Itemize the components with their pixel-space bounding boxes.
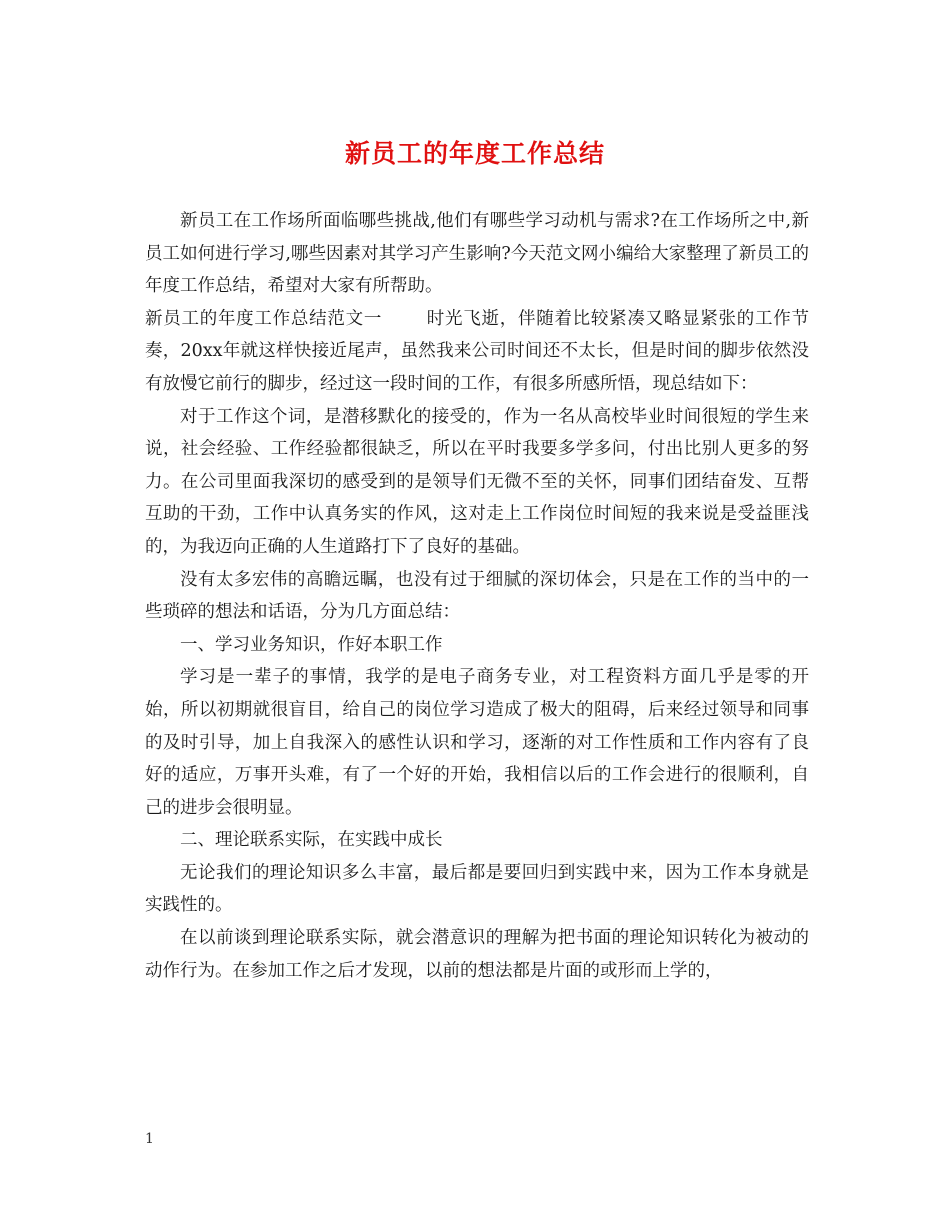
document-title: 新员工的年度工作总结: [344, 139, 605, 168]
paragraph-learning: 学习是一辈子的事情，我学的是电子商务专业，对工程资料方面几乎是零的开始，所以初期就很盲目，给自己的岗位学习造成了极大的阻碍，后来经过领导和同事的及时引导，加上自我深入的感性认识和学习，逐渐的对工作性质和工作内容有了良好的适应，万事开头难，有了一个好的开始，我相信以后的工作会进行的很顺利，自己的进步会很明显。: [145, 667, 809, 818]
sample-opening-text: 时光飞逝，伴随着比较紧凑又略显紧张的工作节奏，20xx年就这样快接近尾声，虽然我来公司时间还不太长，但是时间的脚步依然没有放慢它前行的脚步，经过这一段时间的工作，有很多所感所悟，现总结如下：: [145, 308, 810, 394]
page-number: 1: [145, 1131, 154, 1147]
section-heading-2: 二、理论联系实际，在实践中成长: [180, 830, 443, 851]
section-heading-1: 一、学习业务知识，作好本职工作: [180, 634, 443, 655]
sample-heading: 新员工的年度工作总结范文一: [145, 308, 383, 329]
paragraph-theory-practice: 在以前谈到理论联系实际，就会潜意识的理解为把书面的理论知识转化为被动的动作行为。在参加工作之后才发现，以前的想法都是片面的或形而上学的，: [145, 928, 809, 981]
paragraph-work-understanding: 对于工作这个词，是潜移默化的接受的，作为一名从高校毕业时间很短的学生来说，社会经验、工作经验都很缺乏，所以在平时我要多学多问，付出比别人更多的努力。在公司里面我深切的感受到的是领导们无微不至的关怀，同事们团结奋发、互帮互助的干劲，工作中认真务实的作风，这对走上工作岗位时间短的我来说是受益匪浅的，为我迈向正确的人生道路打下了良好的基础。: [145, 406, 809, 557]
document-body: [145, 205, 809, 987]
paragraph-sample-opening: [145, 303, 809, 401]
paragraph-intro: 新员工在工作场所面临哪些挑战,他们有哪些学习动机与需求?在工作场所之中,新员工如何进行学习,哪些因素对其学习产生影响?今天范文网小编给大家整理了新员工的年度工作总结，希望对大家有所帮助。: [145, 211, 809, 297]
paragraph-practice: 无论我们的理论知识多么丰富，最后都是要回归到实践中来，因为工作本身就是实践性的。: [145, 862, 809, 916]
paragraph-summary-intro: 没有太多宏伟的高瞻远瞩，也没有过于细腻的深切体会，只是在工作的当中的一些琐碎的想法和话语，分为几方面总结：: [145, 569, 809, 623]
